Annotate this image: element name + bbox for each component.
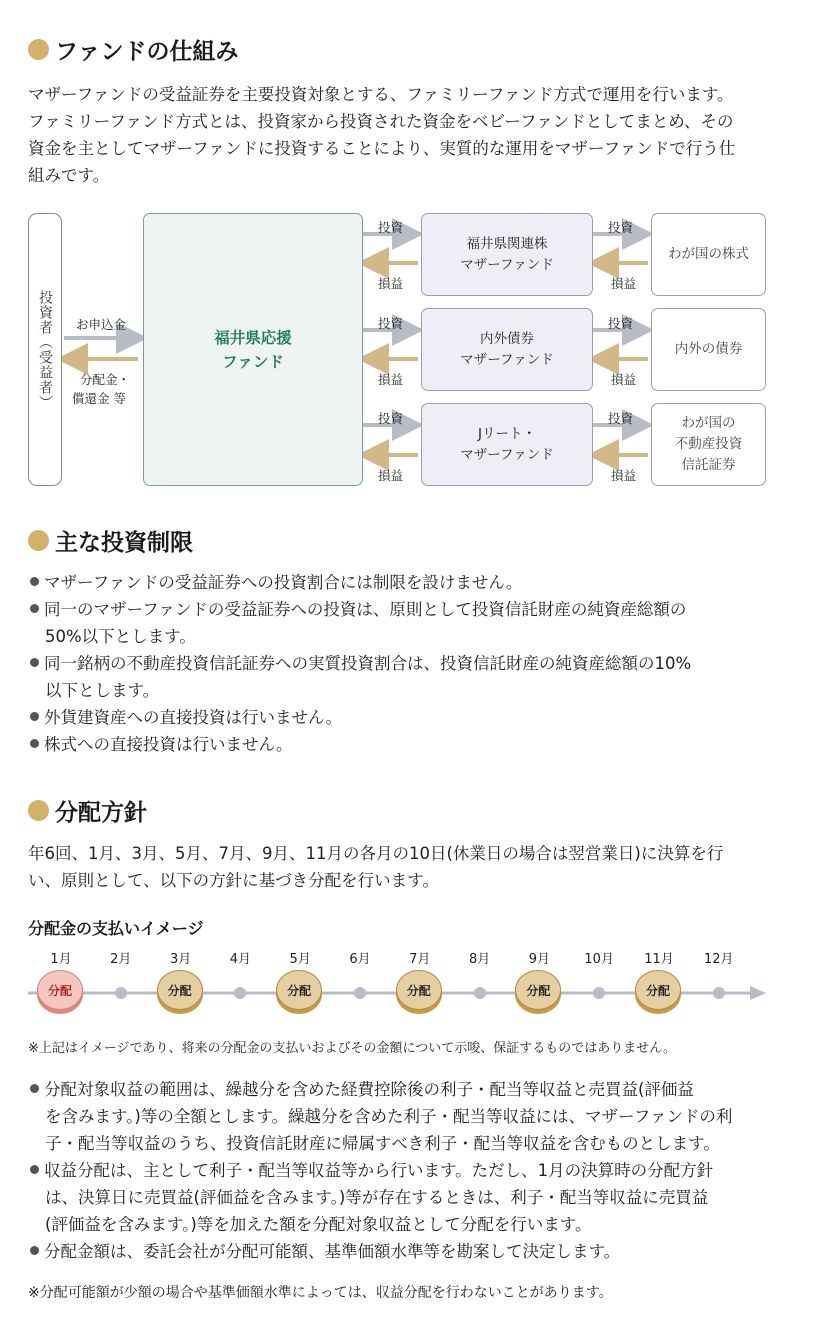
mother-fund-box	[421, 213, 593, 296]
paragraph-line: 組みです。	[28, 166, 110, 185]
target-line-3: 信託証券	[681, 457, 736, 473]
timeline-title: 分配金の支払いイメージ	[28, 919, 204, 938]
timeline-dot	[115, 987, 127, 999]
timeline-month-label: 5月	[289, 952, 311, 967]
restrictions-list	[30, 569, 691, 758]
policy-footnote: ※分配可能額が少額の場合や基準価額水準によっては、収益分配を行わないことがあります。	[28, 1285, 613, 1301]
bullet-dot-icon	[28, 530, 49, 551]
coin-label: 分配	[37, 970, 83, 1010]
profit-label: 損益	[611, 276, 637, 291]
list-item-text: 分配対象収益の範囲は、繰越分を含めた経費控除後の利子・配当等収益と売買益(評価益	[44, 1080, 694, 1099]
bullet-icon	[30, 1246, 39, 1255]
target-line-1: わが国の	[681, 415, 736, 431]
invest-label: 投資	[378, 220, 404, 235]
list-item-text: マザーファンドの受益証券への投資割合には制限を設けません。	[44, 573, 523, 592]
timeline-month-label: 12月	[704, 952, 734, 967]
list-item	[30, 1238, 732, 1265]
distribution-coin-icon	[635, 970, 683, 1014]
section-title-investment-restrictions	[28, 524, 193, 557]
section-title-text: 主な投資制限	[55, 530, 193, 556]
investor-box	[28, 213, 62, 486]
profit-label: 損益	[611, 372, 637, 387]
invest-label: 投資	[378, 316, 404, 331]
list-item	[30, 569, 691, 596]
bullet-icon	[30, 739, 39, 748]
timeline-month-label: 6月	[349, 952, 371, 967]
timeline-month-label: 11月	[644, 952, 674, 967]
bullet-dot-icon	[28, 800, 49, 821]
list-item	[30, 1157, 732, 1184]
list-item	[30, 731, 691, 758]
profit-label: 損益	[378, 372, 404, 387]
coin-label: 分配	[157, 970, 203, 1010]
mother-fund-line-1: Jリート・	[478, 425, 536, 442]
target-line-1: 内外の債券	[674, 341, 743, 357]
mother-fund-line-2: マザーファンド	[460, 446, 554, 463]
distribution-coin-icon	[515, 970, 563, 1014]
coin-label: 分配	[635, 970, 681, 1010]
coin-label: 分配	[276, 970, 322, 1010]
target-line-2: 不動産投資	[674, 436, 743, 452]
timeline-note: ※上記はイメージであり、将来の分配金の支払いおよびその金額について示唆、保証するものではありません。	[28, 1041, 677, 1056]
paragraph-line: い、原則として、以下の方針に基づき分配を行います。	[28, 871, 439, 890]
list-item-continuation: を含みます。)等の全額とします。繰越分を含めた利子・配当等収益には、マザーファンドの利	[45, 1107, 733, 1126]
list-item	[30, 596, 691, 623]
paragraph-line: 資金を主としてマザーファンドに投資することにより、実質的な運用をマザーファンドで行う仕	[28, 139, 736, 158]
distribution-coin-icon	[37, 970, 85, 1014]
investor-label: 投資者（受益者）	[37, 289, 53, 410]
section-title-text: 分配方針	[55, 800, 147, 826]
mother-fund-box	[421, 403, 593, 486]
list-item-text: 同一銘柄の不動産投資信託証券への実質投資割合は、投資信託財産の純資産総額の10%	[44, 654, 692, 673]
list-item	[30, 704, 691, 731]
list-item-continuation: (評価益を含みます。)等を加えた額を分配対象収益として分配を行います。	[45, 1215, 592, 1234]
bullet-icon	[30, 1165, 39, 1174]
timeline-dot	[474, 987, 486, 999]
timeline-month-label: 4月	[229, 952, 252, 967]
list-item	[30, 650, 691, 677]
section-title-text: ファンドの仕組み	[55, 39, 239, 65]
timeline-month-label: 1月	[50, 952, 72, 967]
paragraph-line: マザーファンドの受益証券を主要投資対象とする、ファミリーファンド方式で運用を行います。	[28, 85, 734, 104]
target-line-1: わが国の株式	[668, 246, 749, 262]
list-item-continuation: は、決算日に売買益(評価益を含みます。)等が存在するときは、利子・配当等収益に売買益	[45, 1188, 709, 1207]
list-item	[30, 1076, 732, 1103]
bullet-icon	[30, 712, 39, 721]
profit-label: 損益	[611, 468, 637, 483]
timeline-month-label: 2月	[110, 952, 132, 967]
mother-fund-line-1: 福井県関連株	[466, 235, 548, 252]
timeline-dot	[713, 987, 725, 999]
list-item-continuation: 50%以下とします。	[45, 627, 196, 646]
timeline-month-label: 8月	[468, 952, 491, 967]
distribution-label-1: 分配金・	[80, 372, 131, 387]
coin-label: 分配	[396, 970, 442, 1010]
fukui-support-fund-box	[143, 213, 363, 486]
list-item-continuation: 子・配当等収益のうち、投資信託財産に帰属すべき利子・配当等収益を含むものとします。	[45, 1134, 720, 1153]
bullet-icon	[30, 604, 39, 613]
mother-fund-line-2: マザーファンド	[460, 351, 554, 368]
bullet-icon	[30, 1084, 39, 1093]
distribution-coin-icon	[157, 970, 205, 1014]
section-title-fund-structure	[28, 33, 239, 66]
list-item-text: 株式への直接投資は行いません。	[44, 735, 293, 754]
bullet-icon	[30, 577, 39, 586]
list-item-text: 外貨建資産への直接投資は行いません。	[44, 708, 342, 727]
invest-label: 投資	[608, 411, 634, 426]
list-item-text: 同一のマザーファンドの受益証券への投資は、原則として投資信託財産の純資産総額の	[44, 600, 687, 619]
paragraph-line: 年6回、1月、3月、5月、7月、9月、11月の各月の10日(休業日の場合は翌営業日)に決算を行	[28, 844, 724, 863]
profit-label: 損益	[378, 276, 404, 291]
distribution-policy-description	[28, 840, 778, 894]
distribution-label-2: 償還金 等	[72, 391, 126, 406]
distribution-coin-icon	[276, 970, 324, 1014]
invest-label: 投資	[608, 220, 634, 235]
invest-label: 投資	[378, 411, 404, 426]
bullet-dot-icon	[28, 39, 49, 60]
timeline-dot	[354, 987, 366, 999]
policy-list	[30, 1076, 732, 1265]
investment-target-box	[651, 213, 766, 296]
bullet-icon	[30, 658, 39, 667]
fund-structure-diagram	[0, 205, 832, 495]
profit-label: 損益	[378, 468, 404, 483]
coin-label: 分配	[515, 970, 561, 1010]
timeline-month-label: 3月	[169, 952, 192, 967]
subscription-label: お申込金	[76, 317, 127, 332]
investment-target-box	[651, 308, 766, 391]
timeline-month-label: 10月	[584, 952, 614, 967]
fund-name-line-2: ファンド	[222, 352, 284, 371]
list-item-text: 分配金額は、委託会社が分配可能額、基準価額水準等を勘案して決定します。	[44, 1242, 621, 1261]
fund-name-line-1: 福井県応援	[214, 328, 292, 347]
investment-target-box	[651, 403, 766, 486]
fund-structure-description	[28, 81, 778, 189]
invest-label: 投資	[608, 316, 634, 331]
section-title-distribution-policy	[28, 794, 147, 827]
paragraph-line: ファミリーファンド方式とは、投資家から投資された資金をベビーファンドとしてまとめ、その	[28, 112, 734, 131]
list-item-text: 収益分配は、主として利子・配当等収益等から行います。ただし、1月の決算時の分配方針	[44, 1161, 714, 1180]
list-item-continuation: 以下とします。	[45, 681, 160, 700]
distribution-coin-icon	[396, 970, 444, 1014]
mother-fund-box	[421, 308, 593, 391]
mother-fund-line-2: マザーファンド	[460, 256, 554, 273]
timeline-month-label: 7月	[409, 952, 431, 967]
timeline-month-label: 9月	[528, 952, 551, 967]
mother-fund-line-1: 内外債券	[480, 330, 534, 347]
